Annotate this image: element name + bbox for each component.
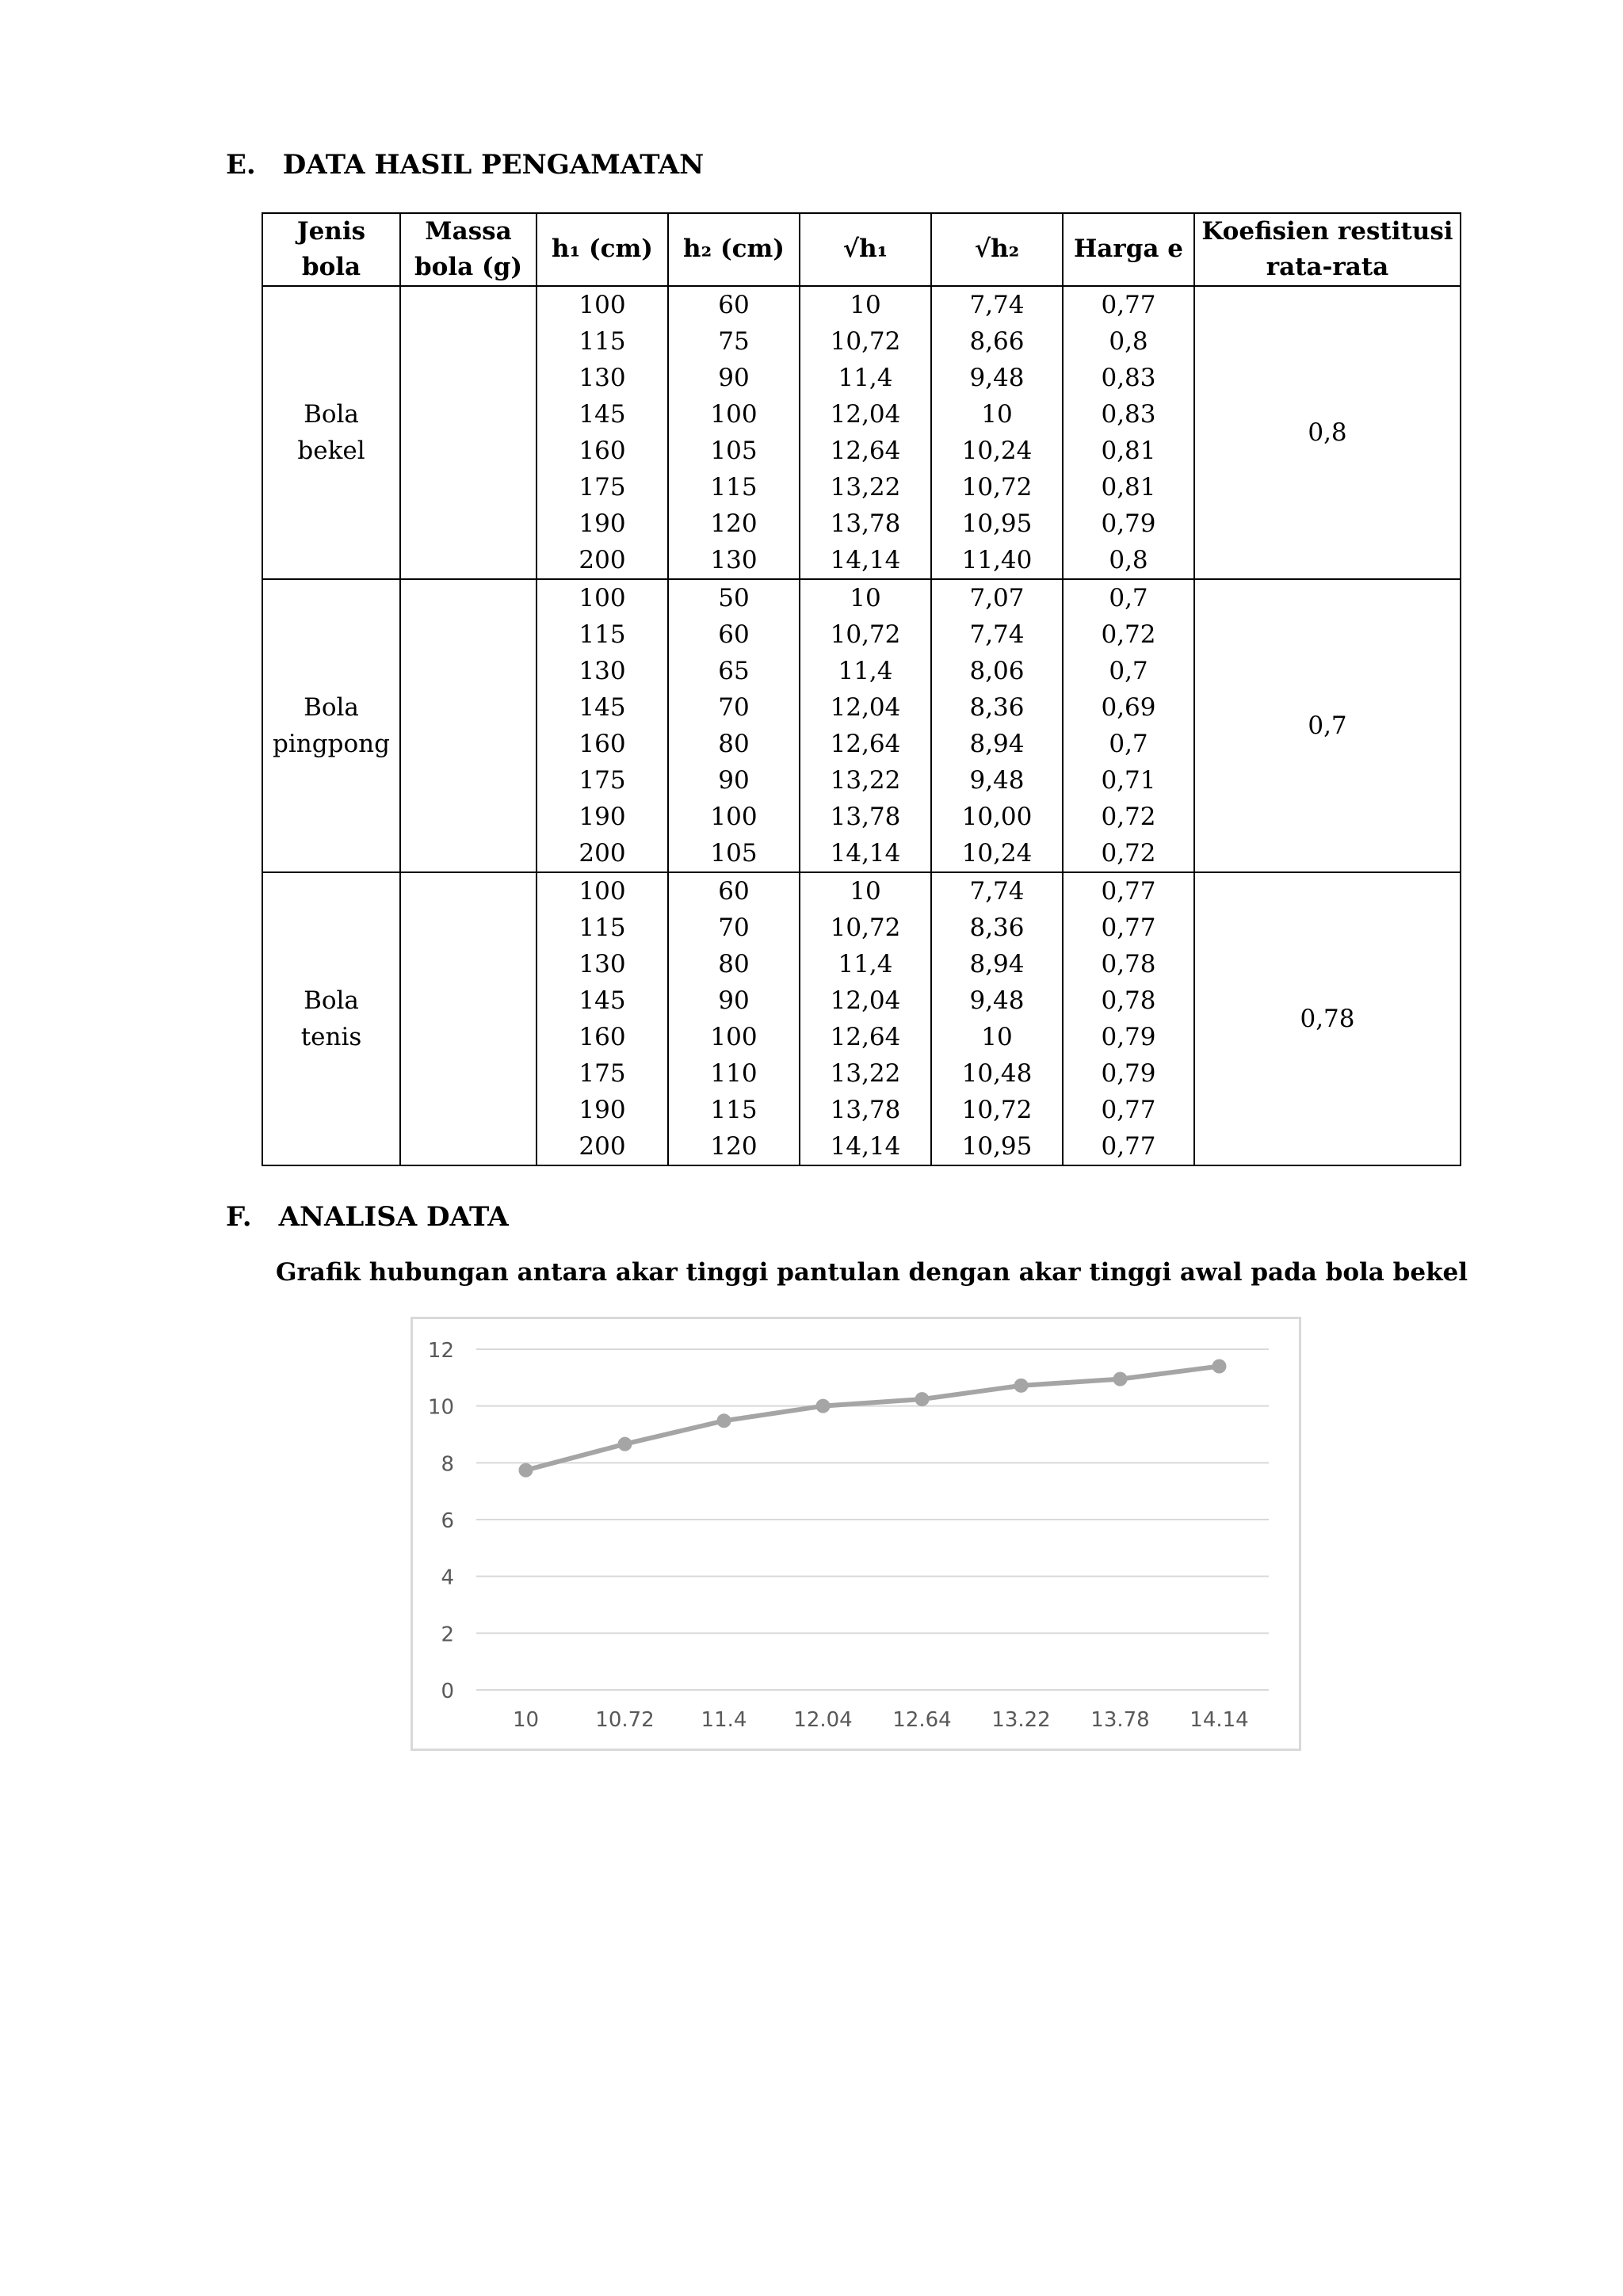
cell-value: 12,64 (830, 1022, 901, 1051)
cell-value: 90 (718, 765, 750, 795)
cell-value: 12,04 (830, 399, 901, 429)
cell-value: 100 (579, 583, 626, 612)
cell-value: 7,74 (969, 620, 1025, 649)
header-koefisien: Koefisien restitusi rata-rata (1194, 213, 1461, 286)
cell-value: 0,81 (1101, 472, 1156, 502)
data-point (618, 1437, 632, 1451)
cell-value: 10,72 (961, 472, 1033, 502)
cell-value: 10,24 (961, 838, 1033, 868)
cell-value: 130 (579, 656, 626, 685)
cell-value: 13,78 (830, 1095, 901, 1124)
cell-value: 9,48 (969, 765, 1025, 795)
cell-value: 115 (710, 1095, 758, 1124)
header-jenis-bola: Jenis bola (262, 213, 400, 286)
cell-value: 50 (718, 583, 750, 612)
cell-value: 11,4 (838, 656, 893, 685)
jenis-bola-cell: Bola tenis (262, 872, 400, 1165)
cell-value: 14,14 (830, 838, 901, 868)
cell-value: 10 (981, 399, 1013, 429)
section-f-heading (226, 1201, 509, 1233)
cell-value: 100 (710, 1022, 758, 1051)
cell-value: 8,36 (969, 692, 1025, 722)
cell-value: 8,94 (969, 949, 1025, 978)
sqrt-h1-cell (800, 872, 931, 1165)
cell-value: 90 (718, 363, 750, 392)
cell-value: 10,72 (830, 620, 901, 649)
cell-value: 0,81 (1101, 436, 1156, 465)
cell-value: 7,74 (969, 290, 1025, 319)
x-tick-label: 13.22 (991, 1708, 1051, 1732)
header-h1: h₁ (cm) (537, 213, 668, 286)
cell-value: 0,79 (1101, 1022, 1156, 1051)
koefisien-cell: 0,8 (1194, 286, 1461, 579)
cell-value: 75 (718, 326, 750, 356)
cell-value: 190 (579, 802, 626, 831)
cell-value: 0,7 (1109, 729, 1148, 758)
cell-value: 145 (579, 986, 626, 1015)
cell-value: 7,74 (969, 876, 1025, 906)
cell-value: 0,72 (1101, 838, 1156, 868)
cell-value: 0,71 (1101, 765, 1156, 795)
section-e-title: DATA HASIL PENGAMATAN (282, 149, 705, 181)
cell-value: 9,48 (969, 363, 1025, 392)
h2-cell (668, 872, 800, 1165)
cell-value: 160 (579, 729, 626, 758)
jenis-bola-cell: Bola pingpong (262, 579, 400, 872)
cell-value: 190 (579, 509, 626, 538)
sqrt-h2-cell (931, 872, 1063, 1165)
cell-value: 145 (579, 399, 626, 429)
y-tick-label: 0 (441, 1680, 454, 1703)
koefisien-cell: 0,7 (1194, 579, 1461, 872)
cell-value: 13,78 (830, 509, 901, 538)
jenis-bola-cell: Bola bekel (262, 286, 400, 579)
header-h2: h₂ (cm) (668, 213, 800, 286)
cell-value: 60 (718, 620, 750, 649)
koefisien-cell: 0,78 (1194, 872, 1461, 1165)
h1-cell (537, 579, 668, 872)
cell-value: 0,69 (1101, 692, 1156, 722)
table-row (262, 872, 1461, 1165)
cell-value: 10,72 (961, 1095, 1033, 1124)
cell-value: 120 (710, 509, 758, 538)
chart-subtitle: Grafik hubungan antara akar tinggi pantulan dengan akar tinggi awal pada bola bekel (276, 1258, 1468, 1287)
cell-value: 10 (981, 1022, 1013, 1051)
sqrt-h1-cell (800, 286, 931, 579)
cell-value: 11,40 (961, 545, 1033, 574)
cell-value: 115 (579, 913, 626, 942)
cell-value: 130 (579, 363, 626, 392)
cell-value: 12,64 (830, 436, 901, 465)
cell-value: 100 (710, 399, 758, 429)
cell-value: 8,06 (969, 656, 1025, 685)
massa-bola-cell (400, 286, 537, 579)
cell-value: 100 (579, 876, 626, 906)
y-tick-label: 12 (427, 1339, 454, 1363)
cell-value: 90 (718, 986, 750, 1015)
cell-value: 70 (718, 913, 750, 942)
cell-value: 0,78 (1101, 986, 1156, 1015)
cell-value: 160 (579, 1022, 626, 1051)
table-header-row (262, 213, 1461, 286)
x-tick-label: 10 (512, 1708, 540, 1732)
header-harga-e: Harga e (1063, 213, 1194, 286)
observation-table (262, 212, 1461, 1166)
x-tick-label: 13.78 (1090, 1708, 1150, 1732)
cell-value: 0,77 (1101, 913, 1156, 942)
chart-svg (413, 1319, 1299, 1749)
cell-value: 115 (579, 326, 626, 356)
cell-value: 175 (579, 1058, 626, 1088)
cell-value: 0,77 (1101, 876, 1156, 906)
cell-value: 70 (718, 692, 750, 722)
h2-cell (668, 286, 800, 579)
cell-value: 13,22 (830, 472, 901, 502)
cell-value: 175 (579, 472, 626, 502)
section-f-title: ANALISA DATA (278, 1201, 509, 1233)
cell-value: 10,24 (961, 436, 1033, 465)
table-row (262, 286, 1461, 579)
y-tick-label: 6 (441, 1509, 454, 1533)
data-point (816, 1399, 831, 1413)
data-point (915, 1392, 930, 1406)
cell-value: 190 (579, 1095, 626, 1124)
y-tick-label: 10 (427, 1395, 454, 1420)
y-tick-label: 2 (441, 1623, 454, 1647)
cell-value: 0,8 (1109, 326, 1148, 356)
cell-value: 110 (710, 1058, 758, 1088)
y-tick-label: 4 (441, 1566, 454, 1590)
x-tick-label: 12.64 (892, 1708, 952, 1732)
cell-value: 10 (850, 583, 881, 612)
section-f-letter: F. (226, 1201, 252, 1233)
cell-value: 0,72 (1101, 802, 1156, 831)
data-point (717, 1413, 731, 1428)
cell-value: 200 (579, 838, 626, 868)
cell-value: 105 (710, 838, 758, 868)
cell-value: 8,36 (969, 913, 1025, 942)
cell-value: 7,07 (969, 583, 1025, 612)
cell-value: 0,7 (1109, 656, 1148, 685)
cell-value: 200 (579, 1131, 626, 1161)
h1-cell (537, 872, 668, 1165)
cell-value: 200 (579, 545, 626, 574)
cell-value: 13,22 (830, 765, 901, 795)
x-tick-label: 10.72 (595, 1708, 655, 1732)
cell-value: 65 (718, 656, 750, 685)
cell-value: 175 (579, 765, 626, 795)
table-row (262, 579, 1461, 872)
sqrt-h2-cell (931, 286, 1063, 579)
cell-value: 0,7 (1109, 583, 1148, 612)
cell-value: 12,64 (830, 729, 901, 758)
section-e-heading (226, 149, 704, 181)
data-point (1014, 1379, 1029, 1393)
harga-e-cell (1063, 579, 1194, 872)
cell-value: 160 (579, 436, 626, 465)
cell-value: 100 (710, 802, 758, 831)
line-chart (411, 1317, 1301, 1751)
cell-value: 12,04 (830, 986, 901, 1015)
header-massa-bola: Massa bola (g) (400, 213, 537, 286)
harga-e-cell (1063, 286, 1194, 579)
cell-value: 14,14 (830, 1131, 901, 1161)
cell-value: 60 (718, 876, 750, 906)
section-e-letter: E. (226, 149, 256, 181)
cell-value: 11,4 (838, 363, 893, 392)
cell-value: 10,72 (830, 913, 901, 942)
cell-value: 13,22 (830, 1058, 901, 1088)
cell-value: 0,83 (1101, 399, 1156, 429)
cell-value: 115 (710, 472, 758, 502)
sqrt-h2-cell (931, 579, 1063, 872)
cell-value: 0,77 (1101, 1095, 1156, 1124)
cell-value: 8,66 (969, 326, 1025, 356)
cell-value: 0,78 (1101, 949, 1156, 978)
cell-value: 105 (710, 436, 758, 465)
x-tick-label: 14.14 (1190, 1708, 1249, 1732)
x-tick-label: 12.04 (793, 1708, 853, 1732)
cell-value: 14,14 (830, 545, 901, 574)
h1-cell (537, 286, 668, 579)
header-sqrt-h2: √h₂ (931, 213, 1063, 286)
cell-value: 10,48 (961, 1058, 1033, 1088)
cell-value: 10,72 (830, 326, 901, 356)
cell-value: 0,77 (1101, 1131, 1156, 1161)
cell-value: 10 (850, 876, 881, 906)
cell-value: 8,94 (969, 729, 1025, 758)
cell-value: 0,79 (1101, 509, 1156, 538)
y-tick-label: 8 (441, 1452, 454, 1477)
cell-value: 11,4 (838, 949, 893, 978)
cell-value: 60 (718, 290, 750, 319)
cell-value: 10,95 (961, 509, 1033, 538)
cell-value: 9,48 (969, 986, 1025, 1015)
cell-value: 80 (718, 729, 750, 758)
cell-value: 0,8 (1109, 545, 1148, 574)
data-point (1113, 1372, 1128, 1386)
cell-value: 130 (710, 545, 758, 574)
cell-value: 115 (579, 620, 626, 649)
cell-value: 145 (579, 692, 626, 722)
cell-value: 10 (850, 290, 881, 319)
header-sqrt-h1: √h₁ (800, 213, 931, 286)
cell-value: 12,04 (830, 692, 901, 722)
cell-value: 80 (718, 949, 750, 978)
cell-value: 130 (579, 949, 626, 978)
cell-value: 100 (579, 290, 626, 319)
h2-cell (668, 579, 800, 872)
harga-e-cell (1063, 872, 1194, 1165)
data-point (1212, 1360, 1227, 1374)
massa-bola-cell (400, 579, 537, 872)
cell-value: 120 (710, 1131, 758, 1161)
cell-value: 0,77 (1101, 290, 1156, 319)
x-tick-label: 11.4 (701, 1708, 747, 1732)
cell-value: 0,79 (1101, 1058, 1156, 1088)
cell-value: 10,00 (961, 802, 1033, 831)
data-point (519, 1463, 533, 1478)
cell-value: 10,95 (961, 1131, 1033, 1161)
cell-value: 0,83 (1101, 363, 1156, 392)
sqrt-h1-cell (800, 579, 931, 872)
cell-value: 0,72 (1101, 620, 1156, 649)
massa-bola-cell (400, 872, 537, 1165)
cell-value: 13,78 (830, 802, 901, 831)
